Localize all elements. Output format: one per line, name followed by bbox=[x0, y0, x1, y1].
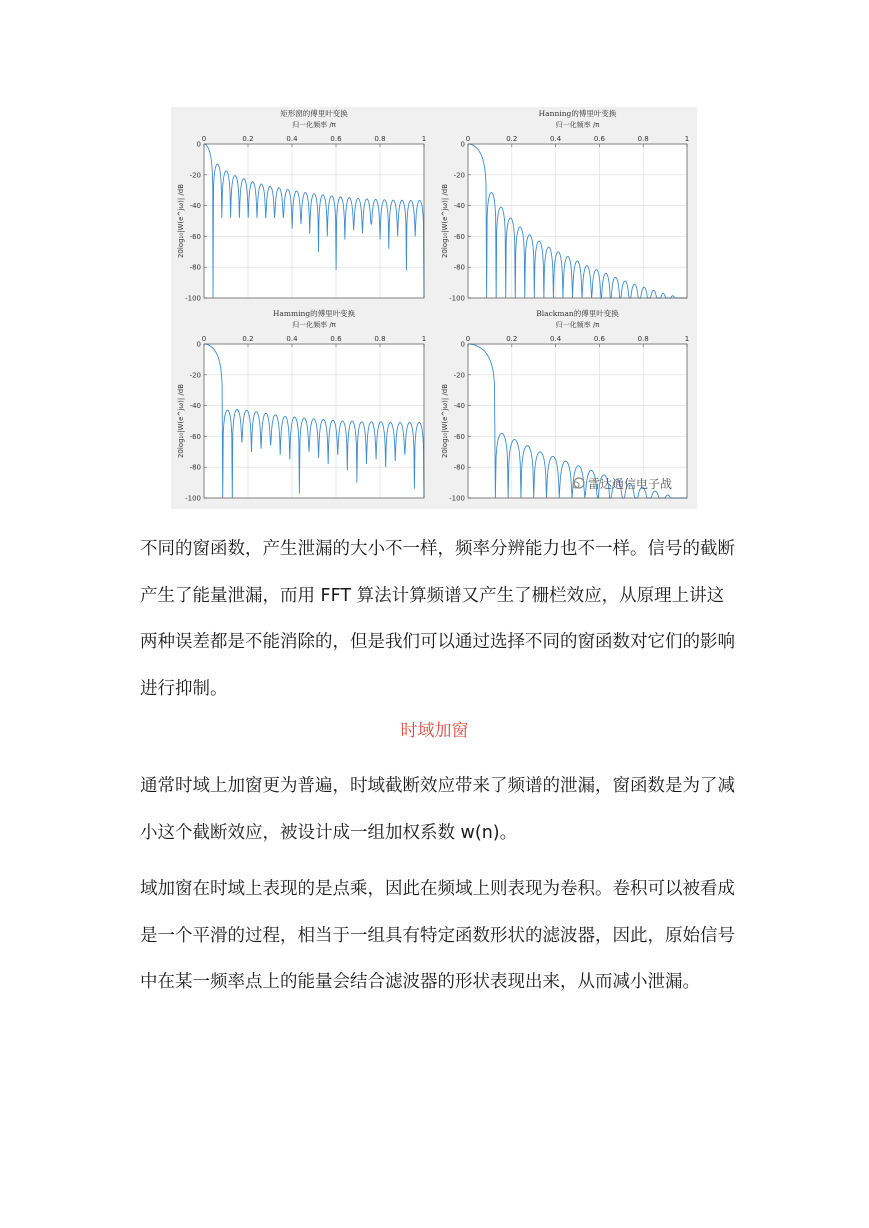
x-tick-label: 1 bbox=[684, 135, 690, 143]
x-tick-label: 0.4 bbox=[286, 135, 298, 143]
spectrum-panel-3 bbox=[177, 308, 426, 503]
x-tick-label: 0.6 bbox=[593, 135, 605, 143]
x-tick-label: 1 bbox=[421, 335, 427, 343]
plot-area bbox=[204, 144, 424, 298]
y-axis-label: 20log₁₀|W(e^jω)| /dB bbox=[177, 183, 185, 259]
plot-area bbox=[468, 344, 687, 498]
y-tick-label: -20 bbox=[453, 171, 465, 180]
y-tick-label: -100 bbox=[449, 294, 465, 303]
panel-title: 矩形窗的傅里叶变换 bbox=[280, 109, 348, 118]
text-line: 是一个平滑的过程，相当于一组具有特定函数形状的滤波器，因此，原始信号 bbox=[140, 925, 735, 946]
y-tick-label: 0 bbox=[196, 340, 201, 349]
x-axis-label: 归一化频率 /π bbox=[555, 121, 600, 129]
y-tick-label: -80 bbox=[189, 263, 201, 272]
y-tick-label: 0 bbox=[460, 340, 465, 349]
text-line: 产生了能量泄漏，而用 FFT 算法计算频谱又产生了栅栏效应，从原理上讲这 bbox=[140, 585, 725, 606]
spectrum-panel-1 bbox=[177, 108, 426, 303]
y-tick-label: -80 bbox=[453, 263, 465, 272]
x-tick-label: 0.2 bbox=[506, 335, 518, 343]
x-tick-label: 0 bbox=[465, 335, 471, 343]
y-tick-label: -100 bbox=[449, 494, 465, 503]
watermark-text: 雷达通信电子战 bbox=[588, 477, 673, 491]
x-tick-label: 0 bbox=[201, 335, 207, 343]
x-tick-label: 1 bbox=[684, 335, 690, 343]
x-tick-label: 0.4 bbox=[286, 335, 298, 343]
y-axis-label: 20log₁₀|W(e^jω)| /dB bbox=[441, 383, 449, 459]
x-tick-label: 0.8 bbox=[374, 135, 386, 143]
spectra-svg bbox=[171, 107, 697, 509]
plot-area bbox=[468, 144, 687, 298]
y-tick-label: -40 bbox=[189, 202, 201, 211]
text-line: 两种误差都是不能消除的，但是我们可以通过选择不同的窗函数对它们的影响 bbox=[140, 632, 735, 652]
y-tick-label: -20 bbox=[189, 171, 201, 180]
y-tick-label: 0 bbox=[196, 140, 201, 149]
y-tick-label: -40 bbox=[453, 402, 465, 411]
x-tick-label: 0 bbox=[465, 135, 471, 143]
x-tick-label: 0.2 bbox=[242, 335, 254, 343]
text-line: 中在某一频率点上的能量会结合滤波器的形状表现出来，从而减小泄漏。 bbox=[140, 972, 700, 992]
section-heading: 时域加窗 bbox=[400, 721, 469, 741]
y-tick-label: -20 bbox=[189, 371, 201, 380]
y-tick-label: -20 bbox=[453, 371, 465, 380]
x-axis-label: 归一化频率 /π bbox=[292, 121, 336, 129]
y-axis-label: 20log₁₀|W(e^jω)| /dB bbox=[441, 183, 449, 259]
x-tick-label: 0.8 bbox=[637, 135, 649, 143]
text-line: 进行抑制。 bbox=[140, 678, 228, 699]
y-tick-label: -60 bbox=[189, 432, 201, 441]
panel-title: Hanning的傅里叶变换 bbox=[538, 109, 617, 118]
x-axis-label: 归一化频率 /π bbox=[292, 321, 336, 329]
x-tick-label: 1 bbox=[421, 135, 427, 143]
window-spectra-figure bbox=[171, 107, 697, 509]
y-tick-label: -40 bbox=[189, 402, 201, 411]
x-tick-label: 0 bbox=[201, 135, 207, 143]
paragraph-time-windowing bbox=[140, 763, 740, 856]
x-tick-label: 0.4 bbox=[550, 135, 562, 143]
text-line: 不同的窗函数，产生泄漏的大小不一样，频率分辨能力也不一样。信号的截断 bbox=[140, 539, 735, 559]
x-tick-label: 0.6 bbox=[330, 135, 342, 143]
panel-title: Blackman的傅里叶变换 bbox=[536, 309, 619, 318]
text-line: 域加窗在时域上表现的是点乘，因此在频域上则表现为卷积。卷积可以被看成 bbox=[140, 879, 735, 899]
x-tick-label: 0.6 bbox=[593, 335, 605, 343]
y-axis-label: 20log₁₀|W(e^jω)| /dB bbox=[177, 383, 185, 459]
y-tick-label: -60 bbox=[189, 232, 201, 241]
spectrum-panel-2 bbox=[441, 108, 689, 303]
y-tick-label: -80 bbox=[189, 463, 201, 472]
y-tick-label: -60 bbox=[453, 232, 465, 241]
y-tick-label: 0 bbox=[460, 140, 465, 149]
y-tick-label: -80 bbox=[453, 463, 465, 472]
panel-title: Hamming的傅里叶变换 bbox=[272, 309, 356, 318]
watermark bbox=[573, 476, 672, 491]
y-tick-label: -100 bbox=[185, 294, 201, 303]
x-tick-label: 0.2 bbox=[242, 135, 254, 143]
y-tick-label: -100 bbox=[185, 494, 201, 503]
spectrum-panel-4 bbox=[441, 308, 689, 503]
x-tick-label: 0.8 bbox=[637, 335, 649, 343]
plot-area bbox=[204, 344, 424, 498]
y-tick-label: -40 bbox=[453, 202, 465, 211]
x-tick-label: 0.2 bbox=[506, 135, 518, 143]
paragraph-window-leakage bbox=[140, 526, 740, 712]
x-tick-label: 0.8 bbox=[374, 335, 386, 343]
text-line: 通常时域上加窗更为普遍，时域截断效应带来了频谱的泄漏，窗函数是为了减 bbox=[140, 776, 735, 796]
x-axis-label: 归一化频率 /π bbox=[555, 321, 600, 329]
paragraph-convolution bbox=[140, 866, 740, 1006]
x-tick-label: 0.6 bbox=[330, 335, 342, 343]
x-tick-label: 0.4 bbox=[550, 335, 562, 343]
y-tick-label: -60 bbox=[453, 432, 465, 441]
text-line: 小这个截断效应，被设计成一组加权系数 w(n)。 bbox=[140, 822, 518, 843]
